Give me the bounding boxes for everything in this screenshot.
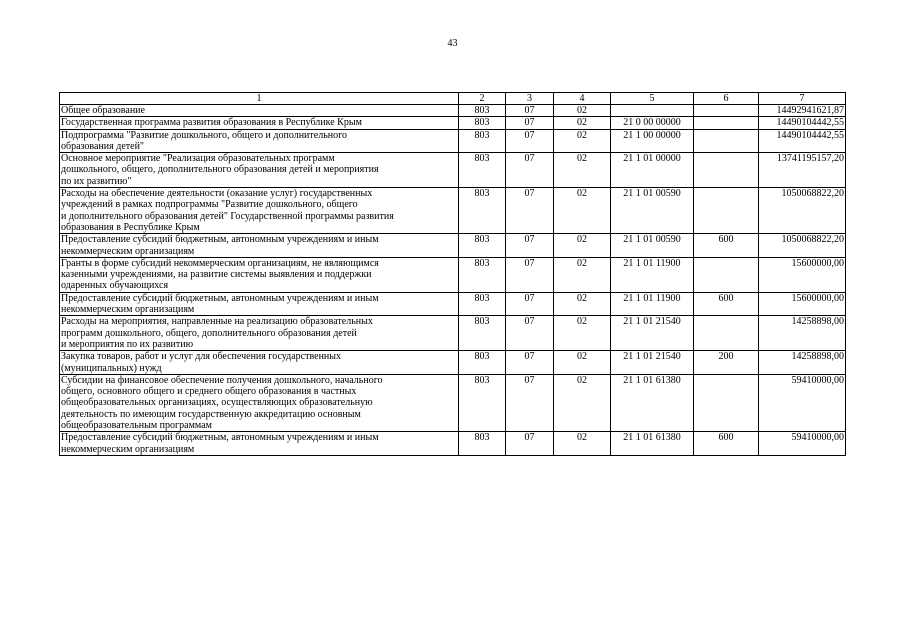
cell-expense-type — [694, 374, 759, 431]
cell-target-article: 21 1 00 00000 — [611, 129, 694, 153]
cell-amount: 14492941621,87 — [759, 105, 846, 117]
cell-subsection: 02 — [554, 188, 611, 234]
cell-target-article: 21 1 01 00000 — [611, 153, 694, 188]
cell-admin-code: 803 — [459, 316, 506, 351]
cell-amount: 59410000,00 — [759, 432, 846, 456]
cell-subsection: 02 — [554, 129, 611, 153]
cell-section: 07 — [506, 117, 554, 129]
cell-expense-type: 200 — [694, 351, 759, 375]
cell-expense-type — [694, 105, 759, 117]
table-row — [60, 234, 846, 258]
row-name — [60, 292, 459, 316]
cell-amount: 15600000,00 — [759, 257, 846, 292]
row-name-line: Общее образование — [61, 105, 145, 116]
row-name-line: общеобразовательным программам — [61, 420, 212, 432]
cell-amount: 14490104442,55 — [759, 129, 846, 153]
row-name-line: программ дошкольного, общего, дополнительного образования детей — [61, 327, 357, 339]
cell-expense-type — [694, 316, 759, 351]
table-body — [60, 105, 846, 456]
cell-section: 07 — [506, 153, 554, 188]
cell-admin-code: 803 — [459, 105, 506, 117]
row-name — [60, 153, 459, 188]
row-name-line: Гранты в форме субсидий некоммерческим организациям, не являющимся — [61, 257, 379, 269]
table-row — [60, 351, 846, 375]
row-name-line: дошкольного, общего, дополнительного образования детей и мероприятия — [61, 164, 379, 176]
cell-admin-code: 803 — [459, 188, 506, 234]
cell-expense-type: 600 — [694, 234, 759, 258]
cell-section: 07 — [506, 374, 554, 431]
row-name-line: Закупка товаров, работ и услуг для обеспечения государственных — [61, 351, 342, 363]
cell-section: 07 — [506, 105, 554, 117]
row-name — [60, 374, 459, 431]
row-name-line: и мероприятия по их развитию — [61, 338, 194, 350]
cell-amount: 13741195157,20 — [759, 153, 846, 188]
table-row — [60, 257, 846, 292]
row-name-line: деятельность по имеющим государственную аккредитацию основным — [61, 408, 361, 420]
table-row — [60, 188, 846, 234]
cell-expense-type — [694, 188, 759, 234]
cell-target-article: 21 1 01 11900 — [611, 257, 694, 292]
cell-expense-type — [694, 129, 759, 153]
row-name-line: (муниципальных) нужд — [61, 362, 162, 374]
cell-subsection: 02 — [554, 257, 611, 292]
row-name-line: некоммерческим организациям — [61, 443, 195, 455]
table-row — [60, 129, 846, 153]
row-name-line: некоммерческим организациям — [61, 245, 195, 257]
header-col-2: 2 — [459, 93, 506, 105]
row-name-line: учреждений в рамках подпрограммы "Развитие дошкольного, общего — [61, 199, 358, 211]
cell-admin-code: 803 — [459, 234, 506, 258]
cell-admin-code: 803 — [459, 374, 506, 431]
cell-target-article: 21 1 01 21540 — [611, 316, 694, 351]
page-number: 43 — [447, 38, 458, 49]
cell-section: 07 — [506, 188, 554, 234]
row-name — [60, 117, 459, 129]
cell-subsection: 02 — [554, 316, 611, 351]
cell-amount: 14258898,00 — [759, 316, 846, 351]
header-col-5: 5 — [611, 93, 694, 105]
cell-amount: 1050068822,20 — [759, 234, 846, 258]
cell-subsection: 02 — [554, 292, 611, 316]
cell-target-article: 21 1 01 61380 — [611, 374, 694, 431]
cell-section: 07 — [506, 316, 554, 351]
cell-section: 07 — [506, 351, 554, 375]
cell-amount: 15600000,00 — [759, 292, 846, 316]
row-name-line: Субсидии на финансовое обеспечение получения дошкольного, начального — [61, 374, 383, 386]
row-name-line: и дополнительного образования детей" Государственной программы развития — [61, 210, 394, 222]
header-col-6: 6 — [694, 93, 759, 105]
cell-section: 07 — [506, 129, 554, 153]
row-name-line: Предоставление субсидий бюджетным, автономным учреждениям и иным — [61, 432, 379, 444]
cell-expense-type — [694, 153, 759, 188]
row-name-line: Основное мероприятие "Реализация образовательных программ — [61, 153, 335, 165]
table-row — [60, 374, 846, 431]
cell-expense-type — [694, 257, 759, 292]
cell-amount: 14258898,00 — [759, 351, 846, 375]
row-name — [60, 129, 459, 153]
cell-admin-code: 803 — [459, 292, 506, 316]
cell-subsection: 02 — [554, 351, 611, 375]
table-row — [60, 105, 846, 117]
row-name — [60, 316, 459, 351]
row-name — [60, 105, 459, 117]
cell-admin-code: 803 — [459, 257, 506, 292]
cell-subsection: 02 — [554, 432, 611, 456]
budget-table — [59, 92, 846, 456]
row-name-line: Подпрограмма "Развитие дошкольного, общего и дополнительного — [61, 129, 347, 141]
cell-subsection: 02 — [554, 117, 611, 129]
row-name-line: по их развитию" — [61, 175, 132, 187]
cell-expense-type: 600 — [694, 292, 759, 316]
table-row — [60, 153, 846, 188]
row-name-line: Расходы на обеспечение деятельности (оказание услуг) государственных — [61, 188, 373, 200]
cell-section: 07 — [506, 292, 554, 316]
cell-expense-type: 600 — [694, 432, 759, 456]
row-name-line: некоммерческим организациям — [61, 304, 195, 316]
row-name — [60, 234, 459, 258]
cell-admin-code: 803 — [459, 432, 506, 456]
row-name-line: казенными учреждениями, на развитие системы выявления и поддержки — [61, 269, 372, 281]
row-name-line: общеобразовательных организациях, осуществляющих образовательную — [61, 397, 373, 409]
header-col-1: 1 — [60, 93, 459, 105]
row-name — [60, 432, 459, 456]
row-name — [60, 257, 459, 292]
cell-section: 07 — [506, 234, 554, 258]
header-col-7: 7 — [759, 93, 846, 105]
cell-admin-code: 803 — [459, 351, 506, 375]
cell-admin-code: 803 — [459, 153, 506, 188]
cell-amount: 14490104442,55 — [759, 117, 846, 129]
row-name-line: Государственная программа развития образования в Республике Крым — [61, 117, 362, 129]
row-name-line: образования детей" — [61, 140, 145, 152]
row-name-line: Предоставление субсидий бюджетным, автономным учреждениям и иным — [61, 234, 379, 246]
table-row — [60, 117, 846, 129]
cell-target-article — [611, 105, 694, 117]
header-col-3: 3 — [506, 93, 554, 105]
row-name-line: Расходы на мероприятия, направленные на реализацию образовательных — [61, 316, 373, 328]
cell-section: 07 — [506, 257, 554, 292]
row-name-line: образования в Республике Крым — [61, 221, 200, 233]
cell-admin-code: 803 — [459, 129, 506, 153]
row-name-line: общего, основного общего и среднего общего образования в частных — [61, 386, 357, 398]
table-row — [60, 316, 846, 351]
cell-amount: 59410000,00 — [759, 374, 846, 431]
table-row — [60, 432, 846, 456]
cell-target-article: 21 1 01 00590 — [611, 188, 694, 234]
cell-expense-type — [694, 117, 759, 129]
cell-section: 07 — [506, 432, 554, 456]
cell-amount: 1050068822,20 — [759, 188, 846, 234]
table-row — [60, 292, 846, 316]
cell-target-article: 21 1 01 61380 — [611, 432, 694, 456]
cell-subsection: 02 — [554, 374, 611, 431]
row-name — [60, 351, 459, 375]
cell-admin-code: 803 — [459, 117, 506, 129]
cell-target-article: 21 1 01 21540 — [611, 351, 694, 375]
cell-subsection: 02 — [554, 234, 611, 258]
cell-target-article: 21 1 01 00590 — [611, 234, 694, 258]
header-col-4: 4 — [554, 93, 611, 105]
row-name — [60, 188, 459, 234]
header-row — [60, 93, 846, 105]
cell-target-article: 21 0 00 00000 — [611, 117, 694, 129]
row-name-line: одаренных обучающихся — [61, 280, 169, 292]
cell-subsection: 02 — [554, 153, 611, 188]
cell-target-article: 21 1 01 11900 — [611, 292, 694, 316]
row-name-line: Предоставление субсидий бюджетным, автономным учреждениям и иным — [61, 292, 379, 304]
cell-subsection: 02 — [554, 105, 611, 117]
